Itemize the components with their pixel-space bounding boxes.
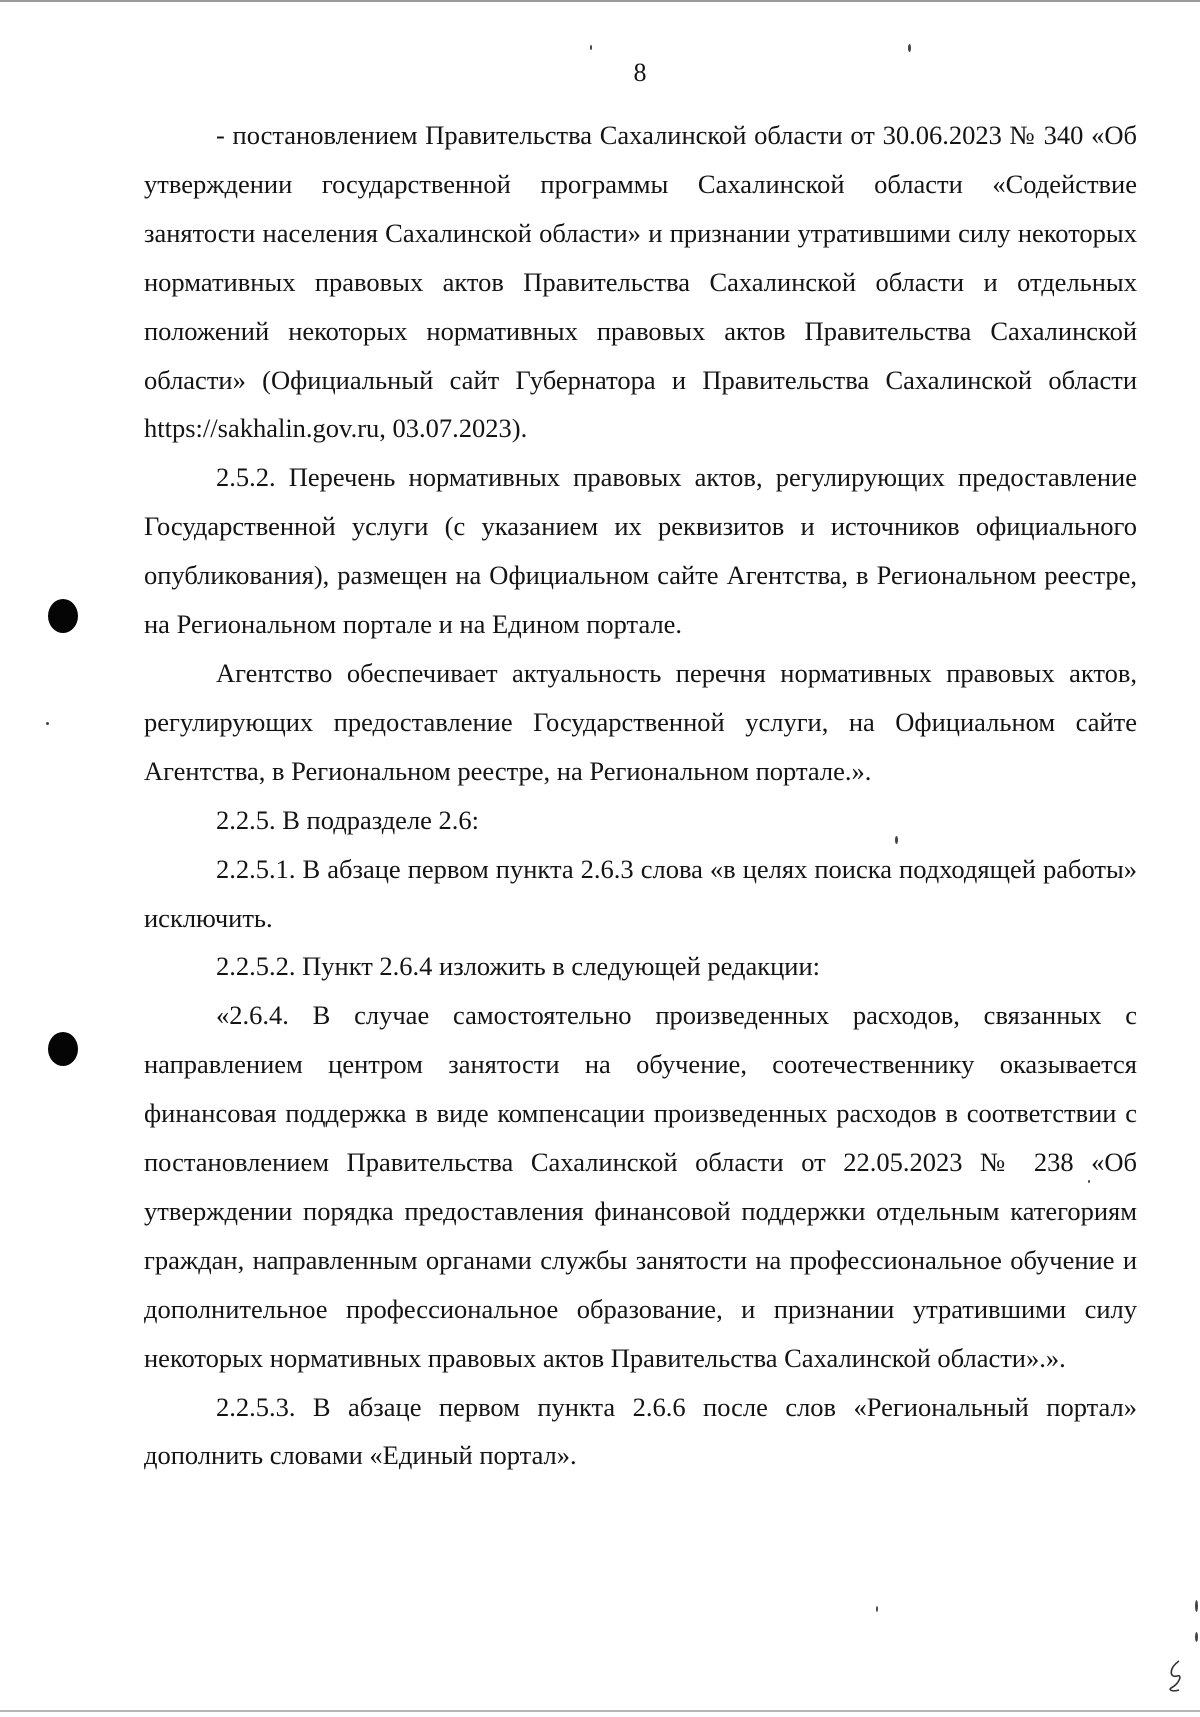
paragraph-2-2-5-3: 2.2.5.3. В абзаце первом пункта 2.6.6 после слов «Региональный портал» дополнить словами «Единый портал». [144,1391,1137,1471]
paragraph-2-2-5-2: 2.2.5.2. Пункт 2.6.4 изложить в следующей редакции: [216,951,821,982]
paragraph-2-2-5-1: 2.2.5.1. В абзаце первом пункта 2.6.3 слова «в целях поиска подходящей работы» исключить. [144,853,1137,933]
document-body [144,111,1137,1480]
paragraph-resolution-340: - постановлением Правительства Сахалинской области от 30.06.2023 № 340 «Об утверждении государственной программы Сахалинской области «Содействие занятости населения Сахалинской области» и признании утратившими силу некоторых нормативных правовых актов Правительства Сахалинской области и отдельных положений некоторых нормативных правовых актов Правительства Сахалинской области» (Официальный сайт Губернатора и Правительства Сахалинской области https://sakhalin.gov.ru, 03.07.2023). [144,120,1137,444]
handwritten-initial-mark [1165,1658,1187,1694]
scan-speck [876,1606,878,1612]
scan-speck [590,45,592,50]
scan-speck [1195,1600,1198,1612]
scan-top-edge [0,0,1200,2]
punch-hole-upper [48,599,78,633]
paragraph-2-6-4: «2.6.4. В случае самостоятельно произведенных расходов, связанных с направлением центром занятости на обучение, соотечественнику оказывается финансовая поддержка в виде компенсации произведенных расходов в соответствии с постановлением Правительства Сахалинской области от 22.05.2023 № 238 «Об утверждении порядка предоставления финансовой поддержки отдельным категориям граждан, направленным органами службы занятости на профессиональное обучение и дополнительное профессиональное образование, и признании утратившими силу некоторых нормативных правовых актов Правительства Сахалинской области».». [144,1000,1137,1373]
paragraph-agency-ensures: Агентство обеспечивает актуальность перечня нормативных правовых актов, регулирующих предоставление Государственной услуги, на Официальном сайте Агентства, в Региональном реестре, на Региональном портале.». [144,657,1137,786]
paragraph-2-2-5: 2.2.5. В подразделе 2.6: [216,804,480,835]
page-number: 8 [633,58,647,87]
scan-speck [908,44,911,52]
paragraph-2-5-2: 2.5.2. Перечень нормативных правовых актов, регулирующих предоставление Государственной услуги (с указанием их реквизитов и источников официального опубликования), размещен на Официальном сайте Агентства, в Региональном реестре, на Региональном портале и на Едином портале. [144,462,1137,640]
scan-speck [1195,1632,1198,1642]
scan-speck [46,722,49,725]
scan-bottom-edge [0,1710,1200,1712]
punch-hole-lower [48,1032,78,1066]
